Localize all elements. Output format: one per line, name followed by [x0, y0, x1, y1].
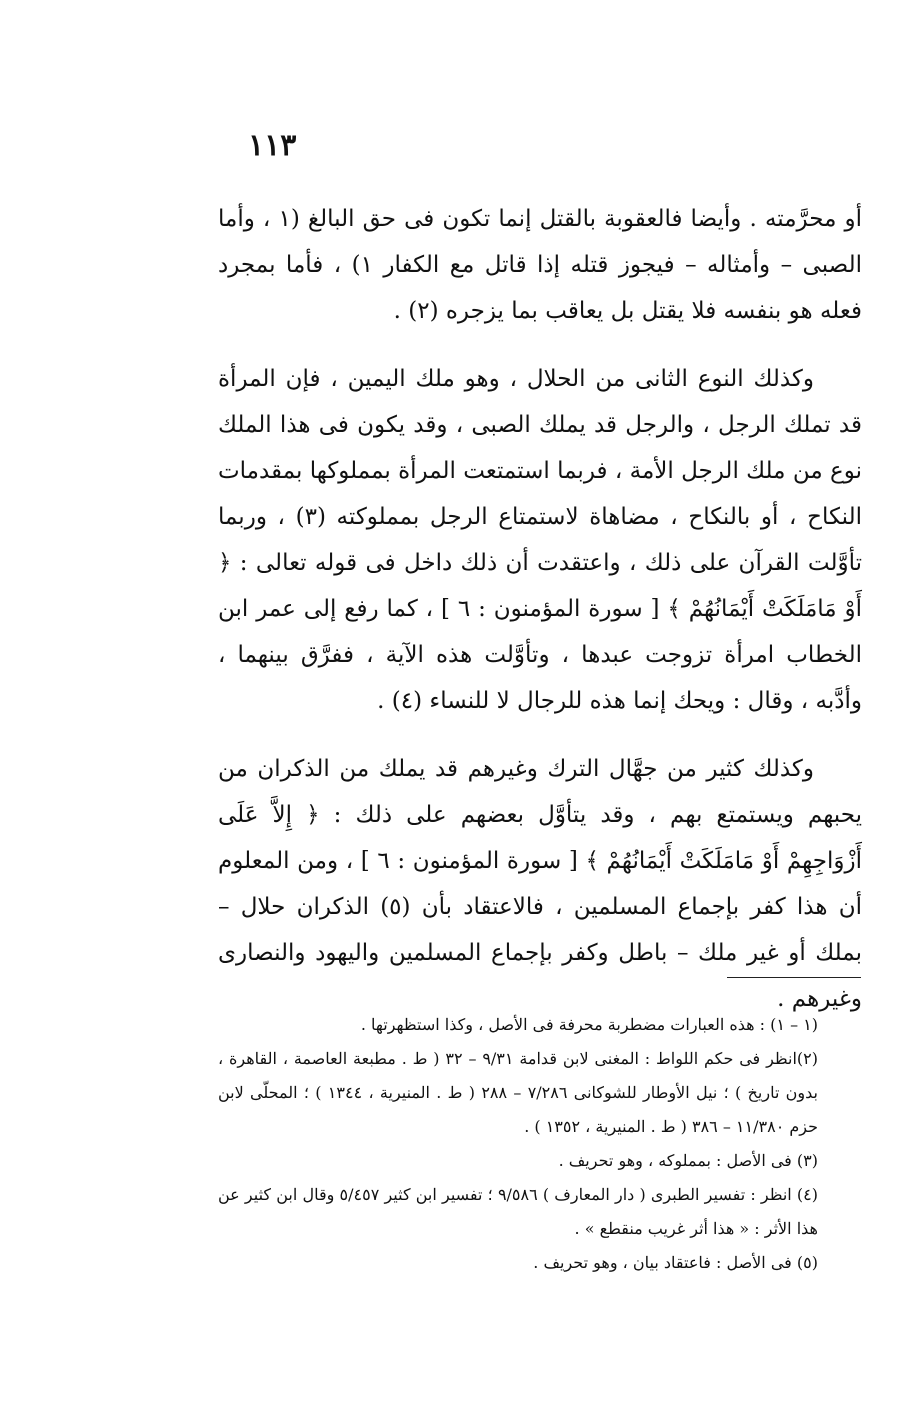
page-number: ١١٣ — [248, 128, 297, 163]
footnote-5: (٥) فى الأصل : فاعتقاد بيان ، وهو تحريف . — [533, 1253, 818, 1272]
footnote-3: (٣) فى الأصل : بمملوكه ، وهو تحريف . — [558, 1151, 818, 1170]
footnote-divider — [727, 977, 861, 978]
paragraph-2: وكذلك النوع الثانى من الحلال ، وهو ملك اليمين ، فإن المرأة قد تملك الرجل ، والرجل قد يملك الصبى ، وقد يكون فى هذا الملك نوع من ملك الرجل الأمة ، فربما استمتعت المرأة بمملوكها بمقدمات النكاح ، أو بالنكاح ، مضاهاة لاستمتاع الرجل بمملوكته (٣) ، وربما تأوَّلت القرآن على ذلك ، واعتقدت أن ذلك داخل فى قوله تعالى : ﴿ أَوْ مَامَلَكَتْ أَيْمَانُهُمْ ﴾ [ سورة المؤمنون : ٦ ] ، كما رفع إلى عمر ابن الخطاب امرأة تزوجت عبدها ، وتأوَّلت هذه الآية ، ففرَّق بينهما ، وأدَّبه ، وقال : ويحك إنما هذه للرجال لا للنساء (٤) . — [218, 366, 863, 714]
footnote-4: (٤) انظر : تفسير الطبرى ( دار المعارف ) ٩/٥٨٦ ؛ تفسير ابن كثير ٥/٤٥٧ وقال ابن كثير عن هذا الأثر : « هذا أثر غريب منقطع » . — [218, 1185, 819, 1238]
footnotes — [218, 1008, 862, 1280]
footnote-1: (١ – ١) : هذه العبارات مضطربة محرفة فى الأصل ، وكذا استظهرتها . — [360, 1015, 818, 1034]
main-text — [218, 196, 862, 1022]
paragraph-3: وكذلك كثير من جهَّال الترك وغيرهم قد يملك من الذكران من يحبهم ويستمتع بهم ، وقد يتأوَّل بعضهم على ذلك : ﴿ إِلاَّ عَلَى أَزْوَاجِهِمْ أَوْ مَامَلَكَتْ أَيْمَانُهُمْ ﴾ [ سورة المؤمنون : ٦ ] ، ومن المعلوم أن هذا كفر بإجماع المسلمين ، فالاعتقاد بأن (٥) الذكران حلال – بملك أو غير ملك – باطل وكفر بإجماع المسلمين واليهود والنصارى وغيرهم . — [218, 756, 862, 1012]
footnote-2: (٢)انظر فى حكم اللواط : المغنى لابن قدامة ٩/٣١ – ٣٢ ( ط . مطبعة العاصمة ، القاهرة ، بدون تاريخ ) ؛ نيل الأوطار للشوكانى ٧/٢٨٦ – ٢٨٨ ( ط . المنيرية ، ١٣٤٤ ) ؛ المحلّى لابن حزم ١١/٣٨٠ – ٣٨٦ ( ط . المنيرية ، ١٣٥٢ ) . — [218, 1049, 819, 1136]
paragraph-1: أو محرَّمته . وأيضا فالعقوبة بالقتل إنما تكون فى حق البالغ (١ ، وأما الصبى – وأمثاله – فيجوز قتله إذا قاتل مع الكفار ١) ، فأما بمجرد فعله هو بنفسه فلا يقتل بل يعاقب بما يزجره (٢) . — [218, 206, 863, 324]
